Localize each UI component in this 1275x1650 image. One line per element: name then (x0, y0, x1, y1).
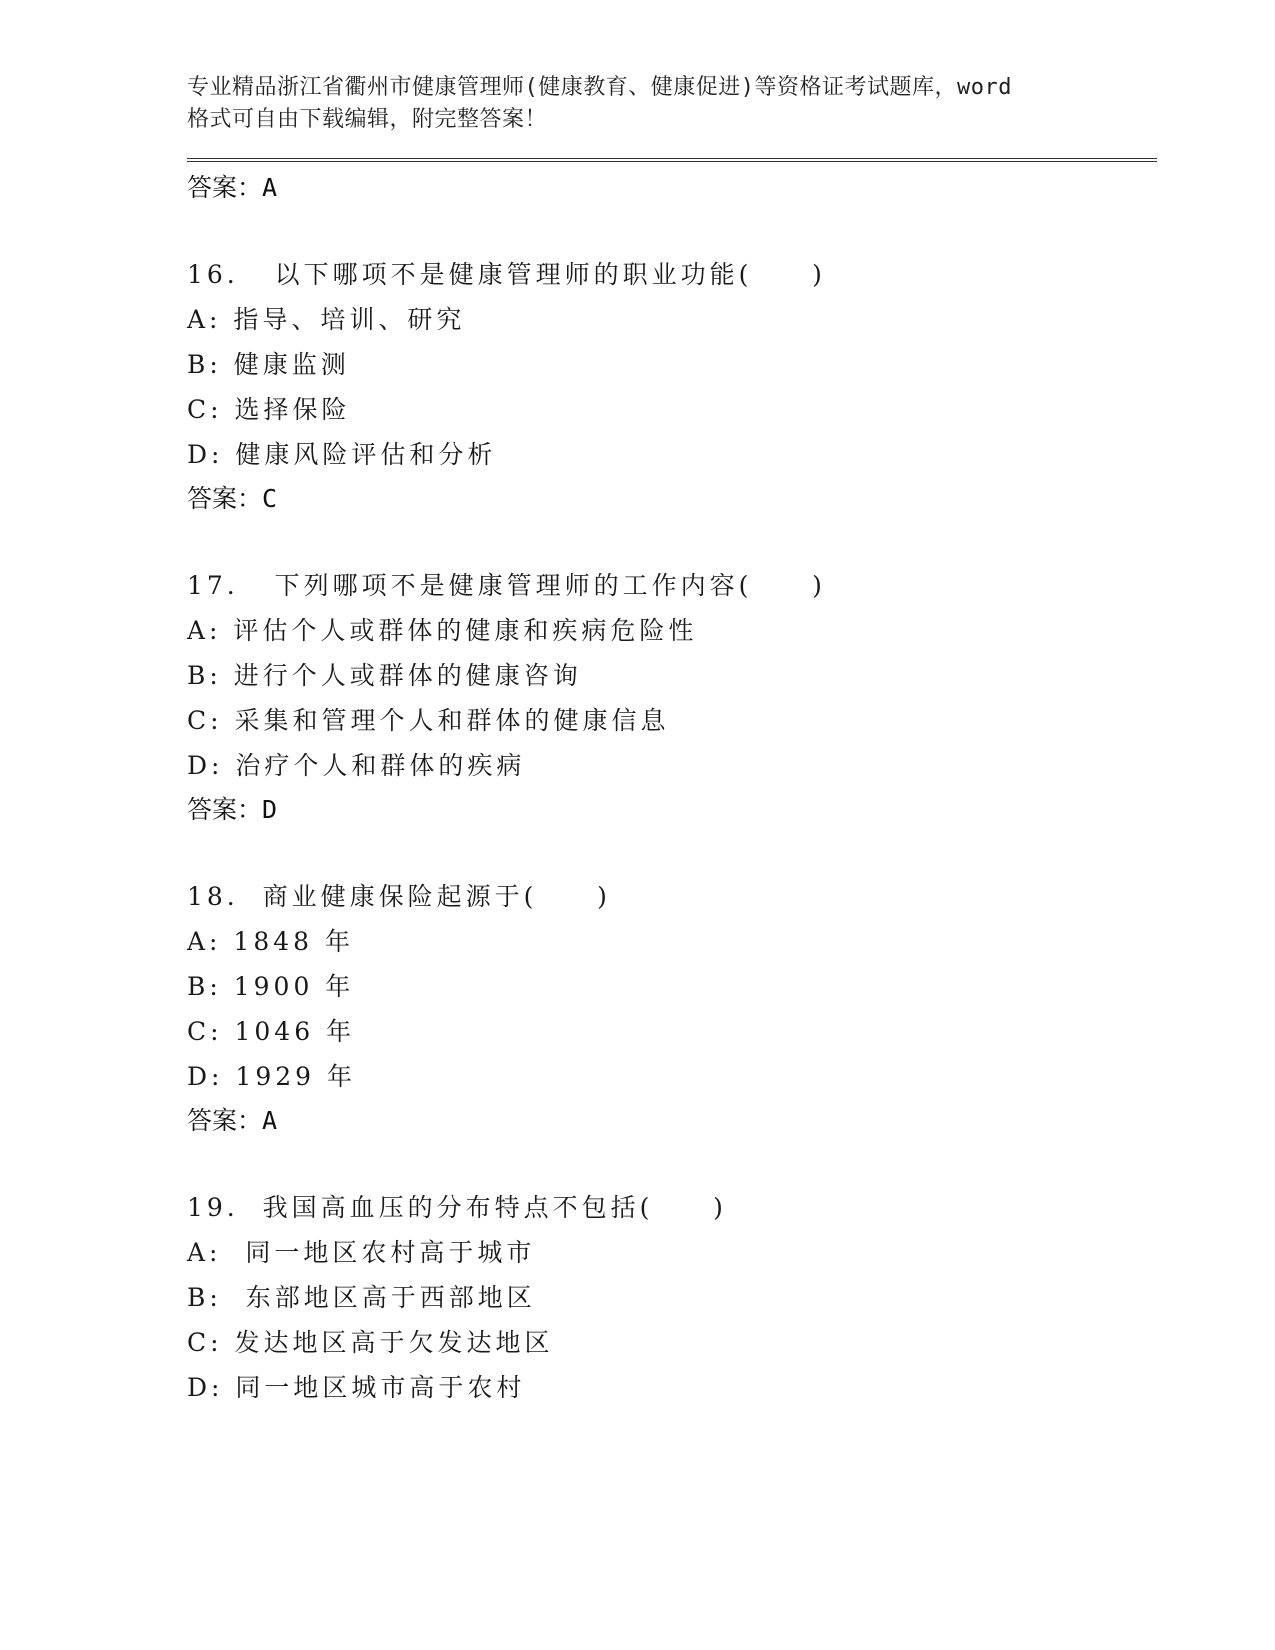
question-answer (187, 1105, 1157, 1137)
option-d: D: 同一地区城市高于农村 (187, 1373, 526, 1402)
question-answer (187, 794, 1157, 826)
question-16 (187, 259, 1157, 515)
answer-label: 答案： (187, 484, 263, 513)
document-page (187, 72, 1157, 1404)
answer-letter: A (262, 1106, 278, 1135)
answer-label: 答案： (187, 795, 263, 824)
question-18 (187, 881, 1157, 1137)
option-a: A: 评估个人或群体的健康和疾病危险性 (187, 616, 698, 645)
answer-letter: A (262, 173, 278, 202)
option-b: B: 东部地区高于西部地区 (187, 1283, 536, 1312)
option-d: D: 1929 年 (187, 1062, 356, 1091)
header-line-1: 专业精品浙江省衢州市健康管理师(健康教育、健康促进)等资格证考试题库，word (187, 75, 1012, 100)
previous-answer (187, 172, 1157, 204)
option-a: A: 1848 年 (187, 927, 354, 956)
answer-label: 答案： (187, 1106, 263, 1135)
document-header (187, 72, 1107, 136)
option-c: C: 选择保险 (187, 395, 351, 424)
answer-label: 答案： (187, 173, 263, 202)
header-line-2: 格式可自由下载编辑，附完整答案！ (187, 107, 548, 132)
question-19 (187, 1192, 1157, 1404)
question-stem: 18. 商业健康保险起源于( ) (187, 882, 611, 911)
option-c: C: 采集和管理个人和群体的健康信息 (187, 706, 670, 735)
answer-letter: C (262, 484, 278, 513)
option-c: C: 1046 年 (187, 1017, 356, 1046)
option-b: B: 1900 年 (187, 972, 355, 1001)
question-17 (187, 570, 1157, 826)
header-rule (187, 158, 1157, 162)
option-a: A: 同一地区农村高于城市 (187, 1238, 536, 1267)
question-stem: 17. 下列哪项不是健康管理师的工作内容( ) (187, 571, 826, 600)
question-stem: 19. 我国高血压的分布特点不包括( ) (187, 1193, 727, 1222)
question-answer (187, 483, 1157, 515)
option-d: D: 健康风险评估和分析 (187, 440, 497, 469)
option-a: A: 指导、培训、研究 (187, 305, 466, 334)
answer-letter: D (262, 795, 278, 824)
option-b: B: 健康监测 (187, 350, 350, 379)
question-stem: 16. 以下哪项不是健康管理师的职业功能( ) (187, 260, 826, 289)
option-c: C: 发达地区高于欠发达地区 (187, 1328, 554, 1357)
option-b: B: 进行个人或群体的健康咨询 (187, 661, 582, 690)
option-d: D: 治疗个人和群体的疾病 (187, 751, 526, 780)
